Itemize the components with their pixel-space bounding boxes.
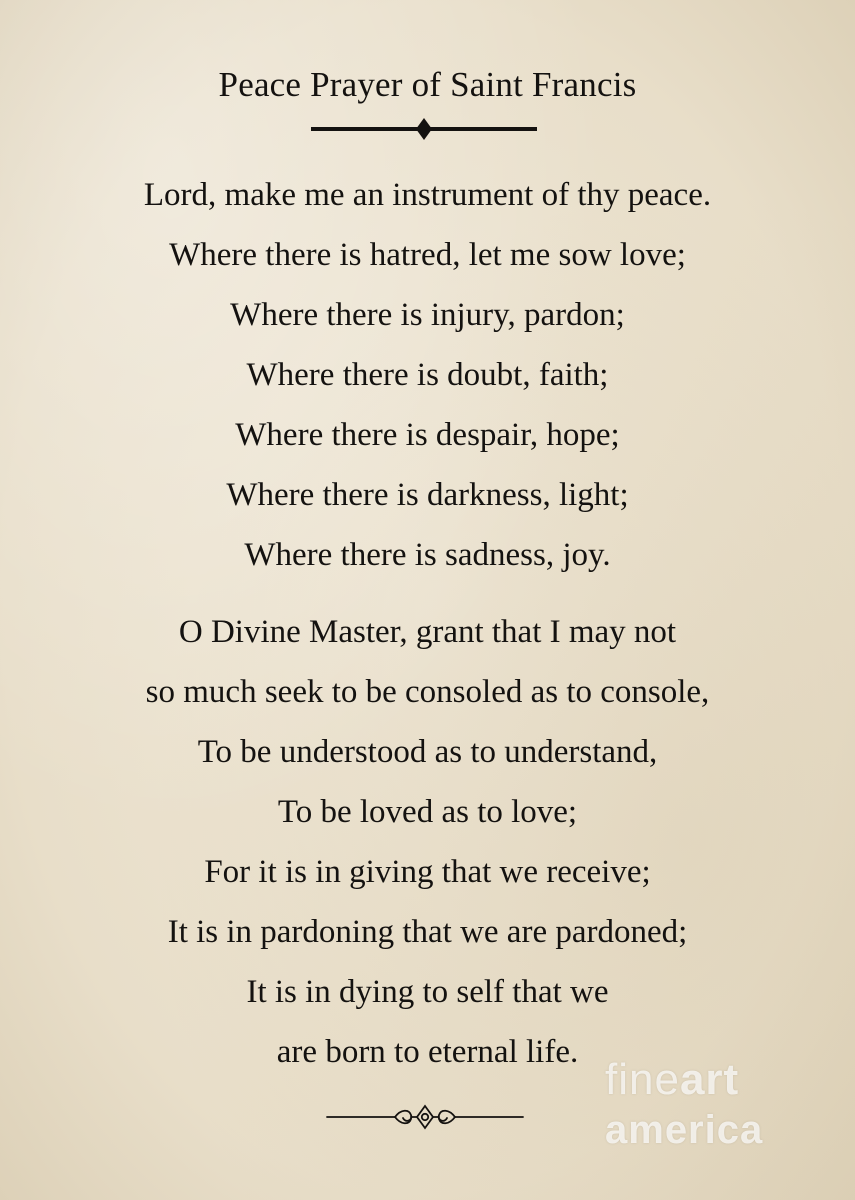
stanza-1 [0,165,855,585]
watermark-america: america [605,1108,764,1152]
scroll-flourish-icon [325,1097,525,1137]
poem-line: Lord, make me an instrument of thy peace. [143,177,712,213]
watermark-art: art [679,1055,740,1104]
poem-line: Where there is sadness, joy. [244,537,611,573]
stanza-2 [0,602,855,1082]
poem-line: Where there is hatred, let me sow love; [169,237,686,273]
page-title: Peace Prayer of Saint Francis [218,65,637,104]
poem-line: Where there is darkness, light; [226,477,629,513]
poem-line: Where there is despair, hope; [235,417,620,453]
poem-line: are born to eternal life. [276,1034,579,1070]
poem-line: O Divine Master, grant that I may not [178,614,677,650]
fine-art-america-watermark [605,1055,820,1152]
poem-line: so much seek to be consoled as to console, [145,674,710,710]
poem-line: Where there is doubt, faith; [246,357,609,393]
poem-line: It is in pardoning that we are pardoned; [167,914,688,950]
poem-line: For it is in giving that we receive; [204,854,651,890]
line-with-diamond-icon [311,116,537,144]
poem-line: To be understood as to understand, [197,734,658,770]
watermark-fine: fine [605,1055,680,1104]
poem-line: It is in dying to self that we [246,974,609,1010]
poem-line: Where there is injury, pardon; [230,297,625,333]
poem-line: To be loved as to love; [277,794,578,830]
